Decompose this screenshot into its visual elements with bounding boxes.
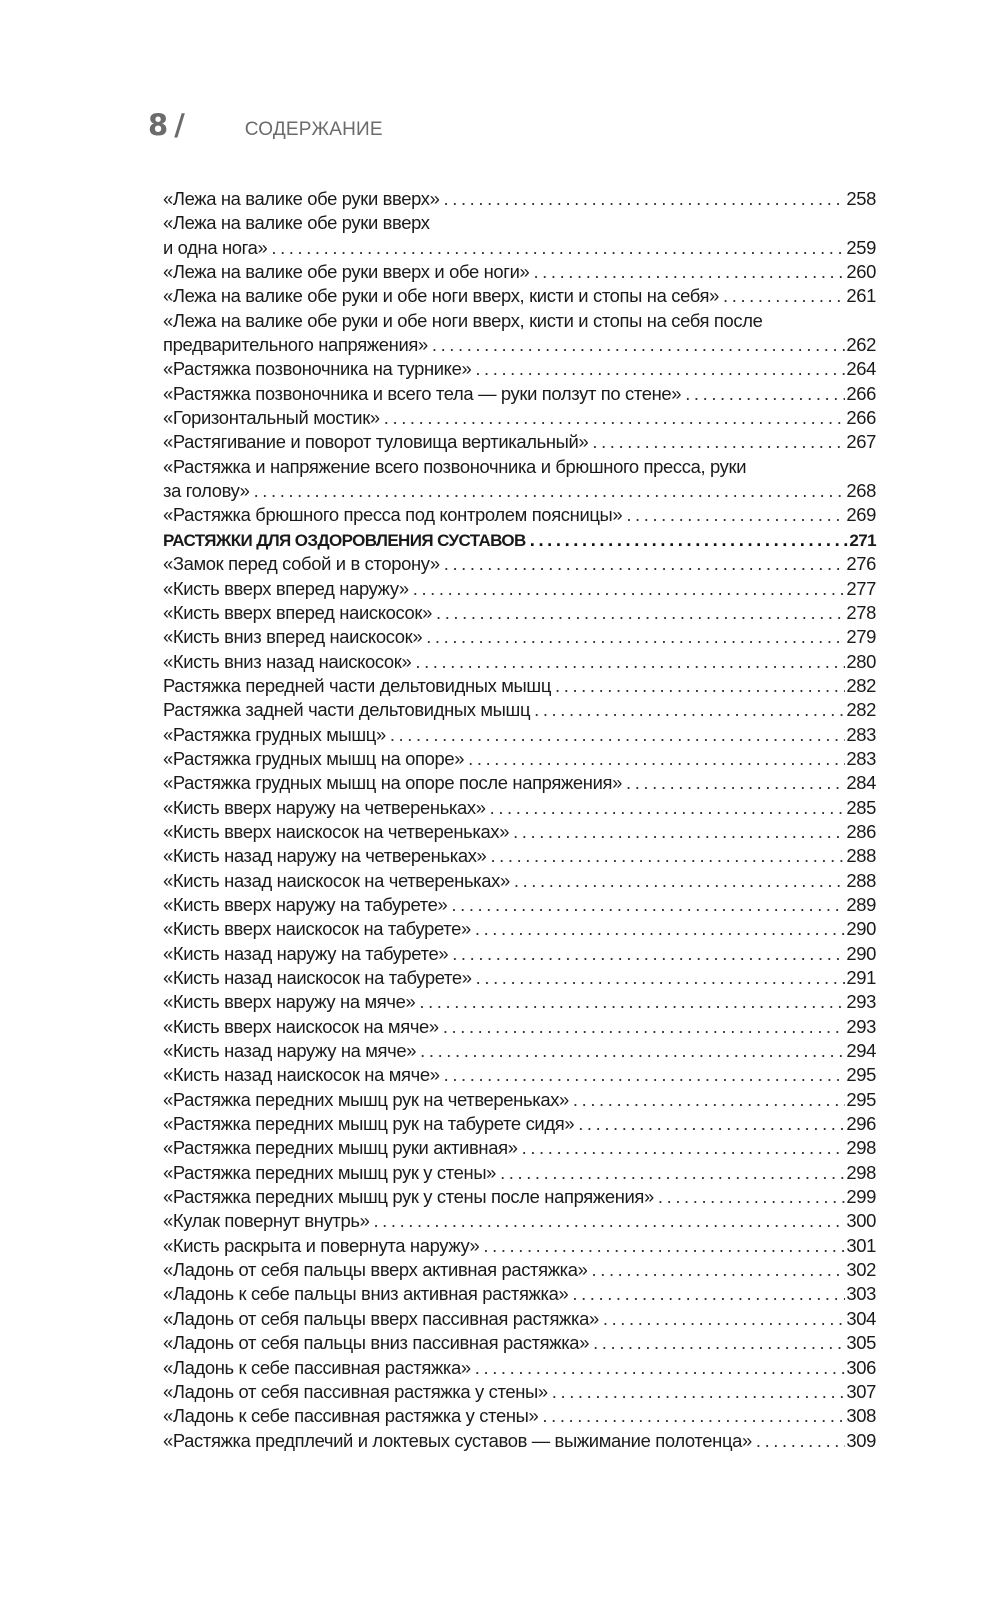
toc-section-heading: [163, 528, 876, 552]
page-number: 8: [148, 108, 169, 142]
dot-leader: [419, 990, 845, 1014]
toc-page-number: 290: [846, 942, 876, 964]
toc-entry-title: «Кисть вверх наружу на табурете»: [163, 893, 448, 915]
dot-leader: [522, 1136, 846, 1160]
toc-entry-line: [163, 1209, 876, 1233]
toc-entry-title: «Кисть вниз назад наискосок»: [163, 650, 412, 672]
dot-leader: [452, 942, 845, 966]
dot-leader: [420, 1039, 845, 1063]
toc-entry: [163, 650, 876, 674]
toc-entry-title: «Лежа на валике обе руки вверх и обе ноги»: [163, 261, 530, 283]
toc-entry: [163, 820, 876, 844]
toc-page-number: 288: [846, 845, 876, 867]
toc-entry-line: [163, 1185, 876, 1209]
dot-leader: [475, 1356, 846, 1380]
dot-leader: [626, 771, 845, 795]
toc-entry: [163, 796, 876, 820]
toc-entry-line: [163, 674, 876, 698]
toc-entry: [163, 503, 876, 527]
toc-entry: [163, 1429, 876, 1453]
toc-page-number: 283: [846, 723, 876, 745]
toc-entry-title: «Кисть назад наискосок на мяче»: [163, 1064, 440, 1086]
toc-entry-title: Растяжка задней части дельтовидных мышц: [163, 699, 531, 721]
toc-page-number: 262: [846, 334, 876, 356]
toc-page-number: 266: [846, 382, 876, 404]
toc-entry-line: [163, 625, 876, 649]
toc-entry: [163, 187, 876, 211]
toc-entry-title: «Растяжка передних мышц рук на четвереньках»: [163, 1088, 569, 1110]
toc-entry-title-line: «Растяжка и напряжение всего позвоночника и брюшного пресса, руки: [163, 455, 747, 477]
toc-entry-title: «Лежа на валике обе руки и обе ноги вверх, кисти и стопы на себя»: [163, 285, 720, 307]
dot-leader: [723, 284, 845, 308]
toc-entry: [163, 698, 876, 722]
toc-page-number: 282: [846, 674, 876, 696]
toc-page-number: 305: [846, 1332, 876, 1354]
toc-entry-title: «Растяжка предплечий и локтевых суставов — выжимание полотенца»: [163, 1429, 752, 1451]
running-head-title: СОДЕРЖАНИЕ: [244, 119, 383, 140]
dot-leader: [432, 333, 845, 357]
dot-leader: [514, 869, 845, 893]
toc-entry: [163, 577, 876, 601]
toc-entry-title: «Кисть раскрыта и повернута наружу»: [163, 1234, 480, 1256]
toc-entry-line: [163, 1282, 876, 1306]
toc-entry-title: «Растяжка передних мышц рук у стены после напряжения»: [163, 1186, 654, 1208]
toc-entry-title: «Кисть вверх наискосок на мяче»: [163, 1015, 439, 1037]
toc-entry-title: «Ладонь к себе пассивная растяжка у стены»: [163, 1405, 539, 1427]
toc-page-number: 307: [846, 1380, 876, 1402]
toc-entry-line: [163, 771, 876, 795]
toc-entry-title: «Ладонь к себе пассивная растяжка»: [163, 1356, 471, 1378]
toc-entry: [163, 260, 876, 284]
dot-leader: [592, 1258, 846, 1282]
toc-entry-title: Растяжка передней части дельтовидных мышц: [163, 674, 552, 696]
dot-leader: [373, 1209, 845, 1233]
toc-entry-title: «Растяжка грудных мышц на опоре»: [163, 747, 465, 769]
toc-entry-line: [163, 382, 876, 406]
toc-entry-line: [163, 528, 876, 552]
toc-page-number: 298: [846, 1137, 876, 1159]
toc-page-number: 266: [846, 407, 876, 429]
dot-leader: [685, 382, 845, 406]
toc-entry-line: [163, 406, 876, 430]
dot-leader: [254, 479, 846, 503]
toc-entry-title: «Кисть назад наружу на табурете»: [163, 942, 449, 964]
toc-entry-title: «Кисть вниз вперед наискосок»: [163, 626, 423, 648]
toc-page-number: 295: [846, 1088, 876, 1110]
dot-leader: [436, 601, 845, 625]
toc-entry-line: [163, 1380, 876, 1404]
dot-leader: [483, 1234, 845, 1258]
toc-entry: [163, 1258, 876, 1282]
toc-entry-title-line: «Лежа на валике обе руки и обе ноги вверх, кисти и стопы на себя после: [163, 309, 763, 331]
dot-leader: [415, 650, 845, 674]
toc-entry: [163, 211, 876, 260]
toc-page-number: 284: [846, 772, 876, 794]
toc-page-number: 259: [846, 236, 876, 258]
dot-leader: [413, 577, 846, 601]
dot-leader: [444, 187, 846, 211]
toc-entry: [163, 309, 876, 358]
toc-entry-line: [163, 723, 876, 747]
dot-leader: [451, 893, 845, 917]
toc-page-number: 264: [846, 358, 876, 380]
dot-leader: [756, 1429, 845, 1453]
toc-page-number: 299: [846, 1186, 876, 1208]
toc-page-number: 304: [846, 1307, 876, 1329]
toc-entry-title: «Кисть вверх вперед наружу»: [163, 577, 409, 599]
toc-entry-line: [163, 577, 876, 601]
toc-entry-line: [163, 990, 876, 1014]
dot-leader: [271, 236, 845, 260]
toc-page-number: 268: [846, 480, 876, 502]
toc-page-number: 309: [846, 1429, 876, 1451]
toc-entry-title: «Растяжка позвоночника на турнике»: [163, 358, 472, 380]
dot-leader: [468, 747, 845, 771]
toc-page-number: 261: [846, 285, 876, 307]
toc-page-number: 288: [846, 869, 876, 891]
dot-leader: [384, 406, 846, 430]
toc-entry-line: [163, 260, 876, 284]
toc-page-number: 296: [846, 1113, 876, 1135]
toc-page-number: 300: [846, 1210, 876, 1232]
toc-entry: [163, 1404, 876, 1428]
toc-entry-title: «Кисть вверх наружу на четвереньках»: [163, 796, 486, 818]
toc-page-number: 285: [846, 796, 876, 818]
toc-page-number: 280: [846, 650, 876, 672]
toc-entry: [163, 674, 876, 698]
toc-entry-title: «Кисть назад наискосок на табурете»: [163, 967, 472, 988]
toc-page-number: 286: [846, 820, 876, 842]
toc-entry: [163, 1015, 876, 1039]
toc-page-number: 260: [846, 261, 876, 283]
toc-page-number: 294: [846, 1040, 876, 1062]
toc-entry: [163, 552, 876, 576]
toc-entry: [163, 990, 876, 1014]
toc-entry-line: [163, 869, 876, 893]
toc-entry: [163, 1063, 876, 1087]
toc-page-number: 283: [846, 747, 876, 769]
toc-entry-title: «Растягивание и поворот туловища вертикальный»: [163, 431, 589, 453]
toc-entry: [163, 1161, 876, 1185]
toc-entry-title: «Кисть назад наискосок на четвереньках»: [163, 869, 510, 891]
toc-entry: [163, 771, 876, 795]
toc-page-number: 293: [846, 991, 876, 1013]
toc-page-number: 291: [846, 967, 876, 988]
toc-entry-line: [163, 796, 876, 820]
toc-entry: [163, 917, 876, 941]
dot-leader: [593, 1331, 845, 1355]
toc-entry: [163, 1307, 876, 1331]
dot-leader: [603, 1307, 845, 1331]
toc-entry: [163, 1185, 876, 1209]
toc-entry-line: [163, 503, 876, 527]
toc-entry-line: [163, 284, 876, 308]
toc-entry-line: [163, 1331, 876, 1355]
toc-entry-title: «Кисть вверх вперед наискосок»: [163, 601, 432, 623]
toc-entry-line: [163, 747, 876, 771]
toc-entry: [163, 747, 876, 771]
dot-leader: [626, 503, 845, 527]
toc-entry-line: [163, 1234, 876, 1258]
toc-entry-title: «Ладонь к себе пальцы вниз активная растяжка»: [163, 1283, 569, 1305]
toc-entry: [163, 357, 876, 381]
toc-entry-line: [163, 1356, 876, 1380]
toc-entry-line: [163, 236, 876, 260]
dot-leader: [476, 966, 846, 990]
toc-page-number: 301: [846, 1234, 876, 1256]
toc-page-number: 293: [846, 1015, 876, 1037]
toc-entry-title: «Кулак повернут внутрь»: [163, 1210, 370, 1232]
toc-entry-title-line: «Лежа на валике обе руки вверх: [163, 212, 430, 234]
toc-entry-title: за голову»: [163, 480, 250, 502]
toc-entry-title: «Ладонь от себя пальцы вверх пассивная растяжка»: [163, 1307, 599, 1329]
toc-entry-line: [163, 1429, 876, 1453]
toc-entry-title: «Растяжка передних мышц руки активная»: [163, 1137, 518, 1159]
toc-entry: [163, 430, 876, 454]
toc-entry: [163, 1112, 876, 1136]
toc-entry: [163, 1039, 876, 1063]
toc-entry-line: [163, 479, 876, 503]
toc-page-number: 279: [846, 626, 876, 648]
toc-entry-line: [163, 698, 876, 722]
toc-entry: [163, 1136, 876, 1160]
toc-entry: [163, 1209, 876, 1233]
toc-entry-line: [163, 1015, 876, 1039]
toc-entry-title: «Кисть назад наружу на мяче»: [163, 1040, 417, 1062]
toc-entry-line: [163, 1136, 876, 1160]
toc-entry: [163, 1331, 876, 1355]
toc-entry-line: [163, 1112, 876, 1136]
toc-entry-line: [163, 430, 876, 454]
toc-entry: [163, 455, 876, 504]
toc-entry-title: «Кисть вверх наискосок на табурете»: [163, 918, 471, 940]
toc-entry-title: «Лежа на валике обе руки вверх»: [163, 188, 440, 209]
table-of-contents: [163, 187, 876, 1453]
toc-entry: [163, 1356, 876, 1380]
dot-leader: [658, 1185, 845, 1209]
toc-entry-line: [163, 893, 876, 917]
toc-entry: [163, 1380, 876, 1404]
toc-page-number: 267: [846, 431, 876, 453]
toc-entry: [163, 942, 876, 966]
toc-entry: [163, 1088, 876, 1112]
toc-page-number: 298: [846, 1161, 876, 1183]
dot-leader: [444, 1063, 846, 1087]
dot-leader: [490, 796, 846, 820]
dot-leader: [592, 430, 845, 454]
dot-leader: [475, 357, 845, 381]
toc-page-number: 277: [846, 577, 876, 599]
toc-entry-title: «Растяжка передних мышц рук на табурете сидя»: [163, 1113, 575, 1135]
dot-leader: [555, 674, 845, 698]
toc-page-number: 282: [846, 699, 876, 721]
dot-leader: [573, 1088, 845, 1112]
dot-leader: [444, 552, 846, 576]
toc-page-number: 269: [846, 504, 876, 526]
toc-entry-title: РАСТЯЖКИ ДЛЯ ОЗДОРОВЛЕНИЯ СУСТАВОВ: [163, 530, 526, 550]
dot-leader: [390, 723, 846, 747]
dot-leader: [443, 1015, 846, 1039]
page-number-separator: /: [174, 108, 185, 142]
toc-page-number: 289: [846, 893, 876, 915]
toc-entry-title: «Кисть вверх наружу на мяче»: [163, 991, 416, 1013]
toc-entry: [163, 382, 876, 406]
toc-entry-title: «Ладонь от себя пальцы вверх активная растяжка»: [163, 1259, 588, 1281]
dot-leader: [475, 917, 846, 941]
dot-leader: [500, 1161, 845, 1185]
toc-entry-line: [163, 917, 876, 941]
dot-leader: [426, 625, 845, 649]
toc-entry-line: [163, 1063, 876, 1087]
toc-page-number: 295: [846, 1064, 876, 1086]
toc-entry-title: «Замок перед собой и в сторону»: [163, 553, 440, 575]
dot-leader: [490, 844, 845, 868]
toc-entry: [163, 1234, 876, 1258]
toc-page-number: 271: [849, 530, 876, 550]
toc-entry: [163, 625, 876, 649]
toc-entry-title: «Кисть назад наружу на четвереньках»: [163, 845, 487, 867]
toc-entry-title: «Растяжка грудных мышц на опоре после напряжения»: [163, 772, 623, 794]
toc-entry-line: [163, 552, 876, 576]
toc-entry-line: [163, 1404, 876, 1428]
toc-entry: [163, 844, 876, 868]
toc-entry-title: «Кисть вверх наискосок на четвереньках»: [163, 820, 510, 842]
toc-entry-line: [163, 187, 876, 211]
toc-entry-title: «Растяжка передних мышц рук у стены»: [163, 1161, 497, 1183]
toc-page-number: 258: [846, 188, 876, 209]
dot-leader: [533, 260, 845, 284]
page-header: [148, 108, 383, 148]
toc-entry-line: [163, 1307, 876, 1331]
toc-entry-title: «Растяжка брюшного пресса под контролем поясницы»: [163, 504, 623, 526]
toc-entry: [163, 406, 876, 430]
toc-entry-line: [163, 844, 876, 868]
toc-page-number: 276: [846, 553, 876, 575]
toc-entry-line: [163, 1039, 876, 1063]
dot-leader: [552, 1380, 846, 1404]
toc-entry-line: [163, 1088, 876, 1112]
toc-entry-title: «Ладонь от себя пассивная растяжка у стены»: [163, 1380, 548, 1402]
dot-leader: [530, 528, 849, 552]
toc-entry: [163, 601, 876, 625]
toc-entry-title: «Растяжка позвоночника и всего тела — руки ползут по стене»: [163, 382, 682, 404]
dot-leader: [572, 1282, 845, 1306]
toc-entry-line: [163, 601, 876, 625]
toc-page-number: 303: [846, 1283, 876, 1305]
toc-entry-title: и одна нога»: [163, 236, 268, 258]
toc-entry-line: [163, 1161, 876, 1185]
toc-entry-line: [163, 942, 876, 966]
toc-entry-title: «Горизонтальный мостик»: [163, 407, 380, 429]
dot-leader: [513, 820, 845, 844]
toc-entry: [163, 1282, 876, 1306]
dot-leader: [578, 1112, 845, 1136]
toc-entry-title: «Растяжка грудных мышц»: [163, 723, 386, 745]
toc-entry: [163, 723, 876, 747]
toc-entry: [163, 966, 876, 990]
toc-entry-title: «Ладонь от себя пальцы вниз пассивная растяжка»: [163, 1332, 590, 1354]
toc-entry: [163, 893, 876, 917]
dot-leader: [534, 698, 845, 722]
toc-page-number: 308: [846, 1405, 876, 1427]
toc-entry-line: [163, 333, 876, 357]
toc-entry: [163, 284, 876, 308]
toc-entry-line: [163, 357, 876, 381]
toc-page-number: 278: [846, 601, 876, 623]
toc-entry-title: предварительного напряжения»: [163, 334, 428, 356]
toc-entry-line: [163, 966, 876, 990]
toc-page-number: 290: [846, 918, 876, 940]
toc-entry-line: [163, 820, 876, 844]
dot-leader: [542, 1404, 845, 1428]
toc-entry: [163, 869, 876, 893]
toc-entry-line: [163, 650, 876, 674]
toc-page-number: 306: [846, 1356, 876, 1378]
toc-entry-line: [163, 1258, 876, 1282]
toc-page-number: 302: [846, 1259, 876, 1281]
